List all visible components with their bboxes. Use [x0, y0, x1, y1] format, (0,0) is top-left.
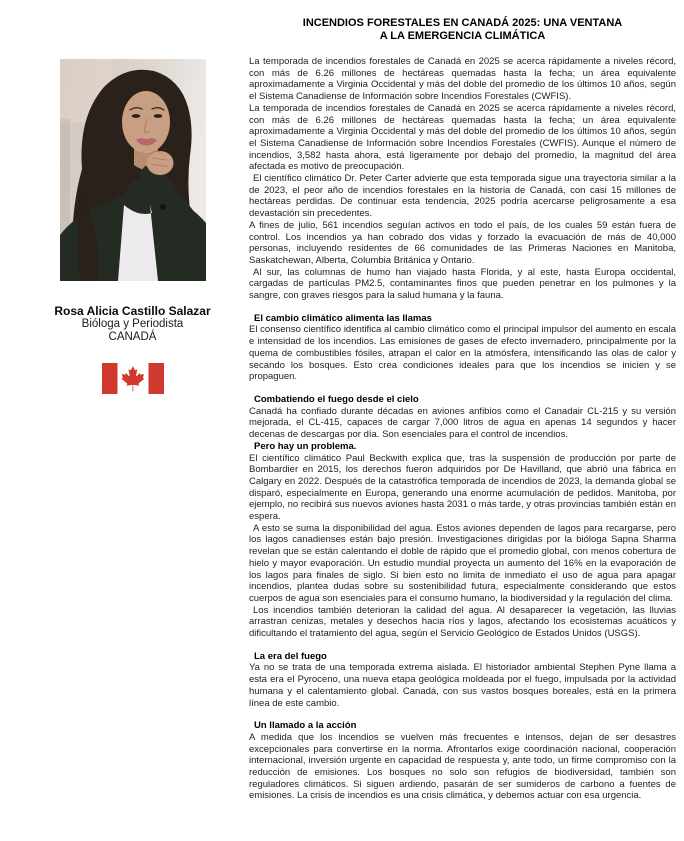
article-paragraph: La temporada de incendios forestales de Canadá en 2025 se acerca rápidamente a niveles récord, con más de 6.26 millones de hectáreas quemadas hasta la fecha; un área equivalente aproximadamente a Virginia Occidental y más del doble del promedio de los últimos 10 años, según el Sistema Canadiense de Información sobre Incendios Forestales (CWFIS). — [249, 56, 676, 103]
article-paragraph: A fines de julio, 561 incendios seguían activos en todo el país, de los cuales 59 están fuera de control. Los incendios ya han cobrado dos vidas y forzado la evacuación de más de 40,000 personas, incluyendo residentes de 66 comunidades de las Primeras Naciones en Manitoba, Saskatchewan, Alberta, Columbia Británica y Ontario. — [249, 219, 676, 266]
article-paragraph: Ya no se trata de una temporada extrema aislada. El historiador ambiental Stephen Pyne llama a esta era el Pyroceno, una nueva etapa geológica moldeada por el fuego, impulsada por la actividad humana y el calentamiento global. Canadá, con sus vastos bosques boreales, está en la primera línea de este cambio. — [249, 662, 676, 709]
article-paragraph: El científico climático Paul Beckwith explica que, tras la suspensión de producción por parte de Bombardier en 2015, los derechos fueron adquiridos por De Havilland, que abrió una fábrica en Calgary en 2022. Después de la catastrófica temporada de incendios de 2023, la demanda global se disparó, especialmente en Europa, generando una enorme acumulación de pedidos. Manitoba, por ejemplo, no recibirá sus nuevos aviones hasta 2031 o más tarde, y otras provincias también están en espera. — [249, 452, 676, 523]
article-title-line1: INCENDIOS FORESTALES EN CANADÁ 2025: UNA VENTANA — [302, 17, 623, 29]
section-heading-un-llamado-a-la-accion: Un llamado a la acción — [254, 720, 357, 732]
article-title — [249, 17, 676, 43]
article-paragraph: Los incendios también deterioran la calidad del agua. Al desaparecer la vegetación, las lluvias arrastran cenizas, metales y desechos hacia ríos y lagos, afectando los ecosistemas acuáticos y dificultando el tratamiento del agua, según el Servicio Geológico de Estados Unidos (USGS). — [249, 604, 676, 640]
author-name: Rosa Alicia Castillo Salazar — [54, 304, 211, 318]
canada-flag-wrap — [26, 363, 239, 399]
author-sidebar — [26, 59, 239, 399]
article-paragraph: A esto se suma la disponibilidad del agua. Estos aviones dependen de lagos para recargarse, pero los lagos canadienses están bajo presión. Investigaciones dirigidas por la bióloga Sapna Sharma revelan que se están calentando el doble de rápido que el promedio global, con menos cobertura de hielo y mayor evaporación. Un estudio mundial proyecta un aumento del 16% en la evaporación de los lagos para finales de siglo. Si bien esto no limita de inmediato el uso de agua para apagar incendios, plantea dudas sobre su sostenibilidad futura, especialmente considerando que estos cuerpos de agua son esenciales para el consumo humano, la biodiversidad y la regulación del clima. — [249, 522, 676, 604]
canada-flag-icon — [102, 363, 164, 394]
article-column — [249, 17, 676, 802]
article-paragraph: A medida que los incendios se vuelven más frecuentes e intensos, dejan de ser desastres excepcionales para convertirse en la norma. Afrontarlos exige coordinación nacional, cooperación internacional, inversión urgente en capacidad de respuesta y, ante todo, un firme compromiso con la reducción de emisiones. Los bosques no solo son refugios de biodiversidad, también son reguladores climáticos. Si siguen ardiendo, pasarán de ser sumideros de carbono a fuentes de emisiones. La crisis de incendios es una crisis climática, y debemos actuar con esa urgencia. — [249, 731, 676, 802]
author-country: CANADÁ — [108, 331, 157, 343]
section-heading-pero-hay-un-problema: Pero hay un problema. — [254, 440, 357, 452]
article-paragraph: El científico climático Dr. Peter Carter advierte que esta temporada sigue una trayectoria similar a la de 2023, el peor año de incendios forestales en la historia de Canadá, con casi 15 millones de hectáreas perdidas. De continuar esta tendencia, 2025 podría acercarse peligrosamente a esa devastación sin precedentes. — [249, 173, 676, 220]
article-paragraph: Canadá ha confiado durante décadas en aviones anfibios como el Canadair CL-215 y su versión mejorada, el CL-415, capaces de cargar 7,000 litros de agua en apenas 14 segundos y hacer decenas de descargas por día. Son esenciales para el control de incendios. — [249, 405, 676, 441]
section-heading-la-era-del-fuego: La era del fuego — [254, 650, 327, 662]
article-body — [249, 56, 676, 802]
article-paragraph: La temporada de incendios forestales de Canadá en 2025 se acerca rápidamente a niveles récord, con más de 6.26 millones de hectáreas quemadas hasta la fecha; un área equivalente aproximadamente a Virginia Occidental y más del doble del promedio de los últimos 10 años, según el Sistema Canadiense de Información sobre Incendios Forestales (CWFIS). Aunque el número de incendios, 3,582 hasta ahora, está ligeramente por debajo del promedio, la magnitud del área afectada es motivo de preocupación. — [249, 102, 676, 173]
article-paragraph: Al sur, las columnas de humo han viajado hasta Florida, y al este, hasta Europa occidental, cargadas de partículas PM2.5, contaminantes finos que pueden penetrar en los pulmones y la sangre, con graves riesgos para la salud humana y la fauna. — [249, 266, 676, 302]
article-title-line2: A LA EMERGENCIA CLIMÁTICA — [379, 30, 546, 42]
article-paragraph: El consenso científico identifica al cambio climático como el principal impulsor del aumento en escala e intensidad de los incendios. Las emisiones de gases de efecto invernadero, principalmente por la quema de combustibles fósiles, atrapan el calor en la atmósfera, intensificando las olas de calor y secando los bosques. Esto crea condiciones ideales para que los incendios se inicien y se propaguen. — [249, 324, 676, 383]
section-heading-cambio-climatico: El cambio climático alimenta las llamas — [254, 312, 432, 324]
author-photo — [60, 59, 206, 281]
hand — [146, 151, 173, 175]
section-heading-combatiendo-el-fuego: Combatiendo el fuego desde el cielo — [254, 393, 419, 405]
author-role: Bióloga y Periodista — [81, 318, 184, 330]
